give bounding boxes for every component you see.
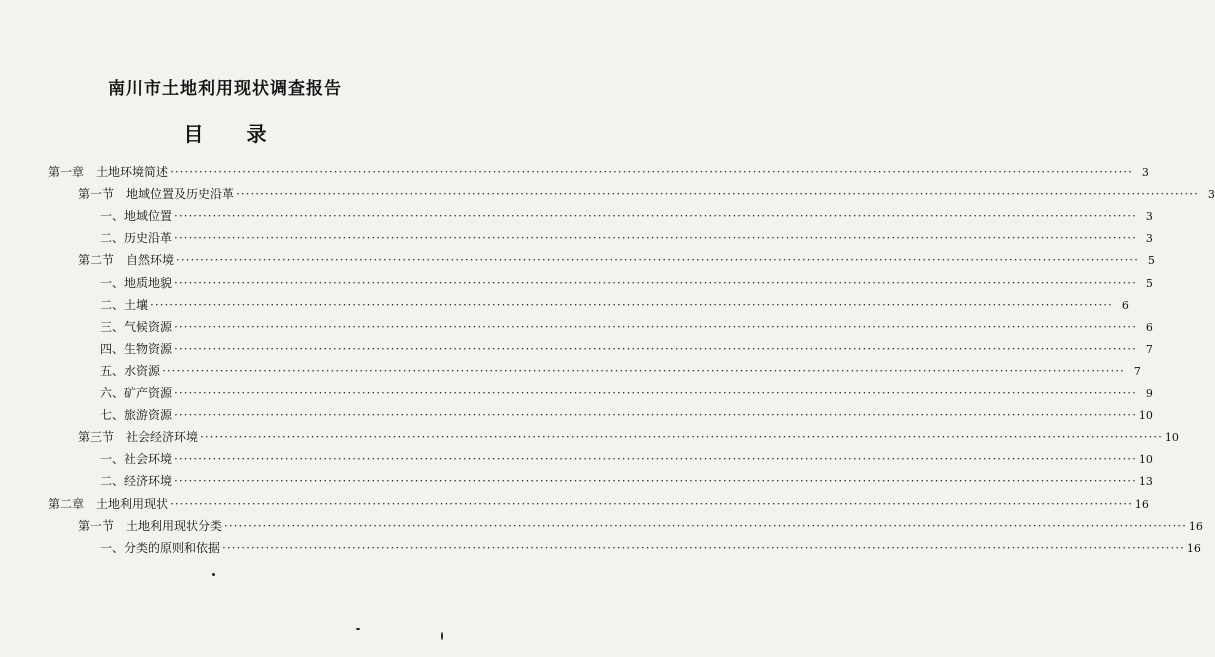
scan-speck (212, 573, 215, 576)
toc-entry (100, 229, 1153, 251)
scan-speck (441, 632, 443, 640)
toc-entry-label: 七、旅游资源 (100, 408, 173, 423)
toc-entry-label: 第二章 土地利用现状 (48, 496, 169, 511)
dot-leader: ········································································································································································································ (170, 165, 1133, 179)
dot-leader: ········································································································································································································ (174, 408, 1137, 423)
toc-entry (100, 406, 1153, 428)
dot-leader: ········································································································································································································ (174, 341, 1137, 356)
dot-leader: ········································································································································································································ (174, 275, 1137, 290)
toc-entry-label: 六、矿产资源 (100, 386, 173, 400)
toc-entry-label: 一、社会环境 (100, 452, 173, 467)
toc-entry-page: 9 (1145, 387, 1153, 400)
toc-entry-page: 10 (1138, 409, 1153, 423)
dot-leader: ········································································································································································································ (224, 518, 1187, 533)
toc-entry-page: 6 (1121, 298, 1129, 312)
toc-entry-label: 三、气候资源 (100, 319, 173, 334)
toc-entry-page: 16 (1134, 497, 1149, 511)
toc-entry-page: 5 (1147, 254, 1155, 268)
toc-entry-label: 二、经济环境 (100, 474, 173, 489)
scan-speck (356, 628, 360, 630)
dot-leader: ········································································································································································································ (222, 540, 1185, 555)
toc-entry-label: 一、分类的原则和依据 (100, 540, 221, 555)
toc-entry (48, 163, 1149, 185)
toc-entry (78, 251, 1155, 273)
toc-entry-page: 7 (1133, 364, 1141, 378)
page-title: 南川市土地利用现状调查报告 (108, 79, 342, 99)
toc-entry-page: 16 (1188, 519, 1203, 533)
toc-entry (100, 207, 1153, 229)
toc-entry (100, 450, 1153, 472)
toc-heading: 目 录 (183, 122, 285, 146)
toc-entry-label: 二、历史沿革 (100, 231, 173, 246)
dot-leader: ········································································································································································································ (174, 209, 1137, 224)
dot-leader: ········································································································································································································ (150, 297, 1113, 312)
toc-entry-label: 一、地域位置 (100, 209, 173, 224)
toc-entry-label: 四、生物资源 (100, 341, 173, 356)
dot-leader: ········································································································································································································ (174, 386, 1137, 400)
toc-entry (78, 185, 1215, 207)
dot-leader: ········································································································································································································ (200, 430, 1163, 445)
toc-entry-label: 第一节 地域位置及历史沿革 (78, 187, 235, 202)
toc-entry-page: 3 (1141, 166, 1149, 179)
dot-leader: ········································································································································································································ (174, 231, 1137, 246)
dot-leader: ········································································································································································································ (174, 452, 1137, 467)
toc-entry (100, 362, 1141, 384)
toc-entry (48, 495, 1149, 517)
toc-entry (100, 340, 1153, 362)
toc-entry-label: 第一章 土地环境简述 (48, 165, 169, 179)
toc-entry (78, 517, 1203, 539)
dot-leader: ········································································································································································································ (176, 253, 1139, 268)
toc-entry (100, 539, 1201, 561)
toc-entry-page: 16 (1186, 541, 1201, 555)
toc-entry-page: 3 (1145, 232, 1153, 246)
toc-entry-label: 第三节 社会经济环境 (78, 430, 199, 445)
toc-entry (78, 428, 1179, 450)
toc-entry-page: 13 (1138, 475, 1153, 489)
toc-entry (100, 472, 1153, 494)
toc-entry-label: 二、土壤 (100, 297, 149, 312)
toc-entry-page: 3 (1145, 210, 1153, 224)
toc-entry (100, 274, 1153, 296)
dot-leader: ········································································································································································································ (162, 363, 1125, 378)
toc-entry-page: 5 (1145, 276, 1153, 290)
toc-entry (100, 296, 1129, 318)
toc-entry-label: 第一节 土地利用现状分类 (78, 518, 223, 533)
dot-leader: ········································································································································································································ (170, 496, 1133, 511)
toc-entry (100, 318, 1153, 340)
toc-entry-page: 3 (1207, 188, 1215, 202)
dot-leader: ········································································································································································································ (174, 474, 1137, 489)
toc-entry-label: 一、地质地貌 (100, 275, 173, 290)
toc-entry-page: 6 (1145, 320, 1153, 334)
toc-entry-label: 第二节 自然环境 (78, 253, 175, 268)
dot-leader: ········································································································································································································ (174, 319, 1137, 334)
toc-entry-page: 10 (1138, 453, 1153, 467)
toc-entry-label: 五、水资源 (100, 363, 161, 378)
toc-entry-page: 7 (1145, 342, 1153, 356)
dot-leader: ········································································································································································································ (236, 187, 1199, 202)
toc-entry (100, 384, 1153, 406)
toc-entry-page: 10 (1164, 431, 1179, 445)
